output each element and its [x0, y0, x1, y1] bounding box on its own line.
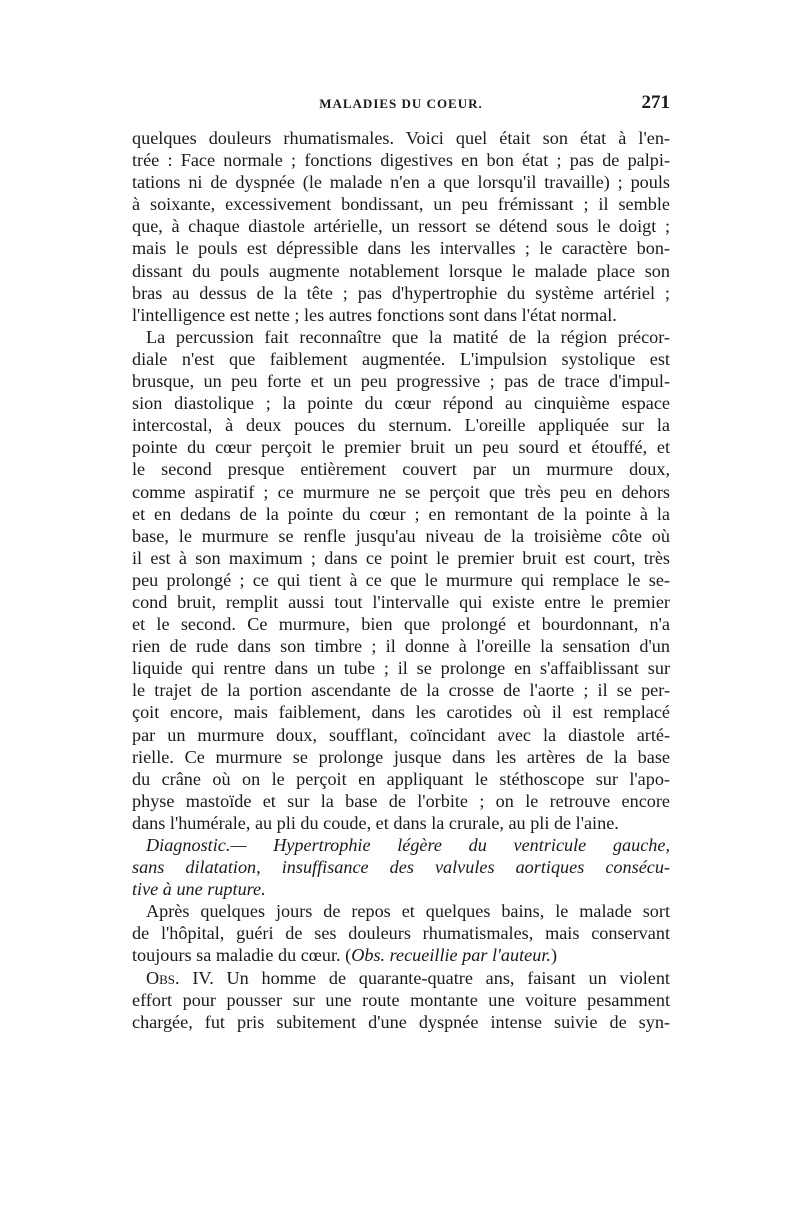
text-line: que, à chaque diastole artérielle, un ressort se détend sous le doigt ;	[132, 216, 670, 237]
page-header	[132, 92, 670, 120]
paragraph-diagnostic	[132, 834, 670, 900]
paragraph-patient-state	[132, 127, 670, 326]
text-line: pointe du cœur perçoit le premier bruit un peu sourd et étouffé, et	[132, 437, 670, 458]
observation-label: Obs. IV.	[146, 967, 214, 988]
text-line: l'intelligence est nette ; les autres fonctions sont dans l'état normal.	[132, 304, 617, 325]
text-line: quelques douleurs rhumatismales. Voici quel était son état à l'en-	[132, 128, 670, 148]
text-line: physe mastoïde et sur la base de l'orbite ; on le retrouve encore	[132, 790, 670, 811]
text-line: chargée, fut pris subitement d'une dyspnée intense suivie de syn-	[132, 1011, 670, 1032]
text-line: comme aspiratif ; ce murmure ne se perçoit que très peu en dehors	[132, 481, 670, 502]
paragraph-percussion	[132, 326, 670, 834]
text-line: dans l'humérale, au pli du coude, et dans la crurale, au pli de l'aine.	[132, 812, 619, 833]
running-title: MALADIES DU COEUR.	[319, 96, 483, 111]
paragraph-outcome	[132, 900, 670, 966]
text-line: peu prolongé ; ce qui tient à ce que le murmure qui remplace le se-	[132, 569, 670, 590]
body-text	[132, 127, 670, 1033]
text-line	[132, 967, 670, 989]
text-line: diale n'est que faiblement augmentée. L'impulsion systolique est	[132, 348, 670, 369]
text-line: dissant du pouls augmente notablement lorsque le malade place son	[132, 260, 670, 281]
text-line: Après quelques jours de repos et quelques bains, le malade sort	[146, 901, 670, 922]
text-line: effort pour pousser sur une route montante une voiture pesamment	[132, 989, 670, 1010]
text-line: il est à son maximum ; dans ce point le premier bruit est court, très	[132, 547, 670, 568]
text-segment: )	[550, 945, 557, 966]
text-line: trée : Face normale ; fonctions digestives en bon état ; pas de palpi-	[132, 150, 670, 171]
text-segment: toujours sa maladie du cœur. (	[132, 945, 352, 966]
text-line: brusque, un peu forte et un peu progressive ; pas de trace d'impul-	[132, 371, 670, 392]
text-line: intercostal, à deux pouces du sternum. L'oreille appliquée sur la	[132, 415, 670, 436]
text-line: à soixante, excessivement bondissant, un peu frémissant ; il semble	[132, 194, 670, 215]
paragraph-observation-4	[132, 967, 670, 1033]
text-line: rielle. Ce murmure se prolonge jusque dans les artères de la base	[132, 746, 670, 767]
text-line: le trajet de la portion ascendante de la crosse de l'aorte ; il se per-	[132, 680, 670, 701]
text-line: çoit encore, mais faiblement, dans les carotides où il est remplacé	[132, 702, 670, 723]
text-line: liquide qui rentre dans un tube ; il se prolonge en s'affaiblissant sur	[132, 658, 670, 679]
source-citation: Obs. recueillie par l'auteur.	[351, 945, 551, 966]
text-line: cond bruit, remplit aussi tout l'intervalle qui existe entre le premier	[132, 591, 670, 612]
text-line: du crâne où on le perçoit en appliquant le stéthoscope sur l'apo-	[132, 768, 670, 789]
text-line: La percussion fait reconnaître que la matité de la région précor-	[146, 326, 670, 347]
text-line: et en dedans de la pointe du cœur ; en remontant de la pointe à la	[132, 503, 670, 524]
text-line: sans dilatation, insuffisance des valvules aortiques consécu-	[132, 857, 670, 878]
text-line: bras au dessus de la tête ; pas d'hypertrophie du système artériel ;	[132, 282, 670, 303]
text-line: sion diastolique ; la pointe du cœur répond au cinquième espace	[132, 393, 670, 414]
text-line: mais le pouls est dépressible dans les intervalles ; le caractère bon-	[132, 238, 670, 259]
text-line	[132, 944, 670, 966]
text-line: tations ni de dyspnée (le malade n'en a que lorsqu'il travaille) ; pouls	[132, 172, 670, 193]
text-line: le second presque entièrement couvert par un murmure doux,	[132, 459, 670, 480]
page-number: 271	[641, 92, 670, 113]
text-line: par un murmure doux, soufflant, coïncidant avec la diastole arté-	[132, 724, 670, 745]
text-line: base, le murmure se renfle jusqu'au niveau de la troisième côte où	[132, 525, 670, 546]
text-line: Diagnostic.— Hypertrophie légère du ventricule gauche,	[146, 835, 670, 855]
text-line: tive à une rupture.	[132, 879, 266, 900]
text-line: et le second. Ce murmure, bien que prolongé et bourdonnant, n'a	[132, 614, 670, 635]
text-line: rien de rude dans son timbre ; il donne à l'oreille la sensation d'un	[132, 636, 670, 657]
text-line: de l'hôpital, guéri de ses douleurs rhumatismales, mais conservant	[132, 923, 670, 944]
text-segment: Un homme de quarante-quatre ans, faisant un violent	[213, 967, 670, 988]
